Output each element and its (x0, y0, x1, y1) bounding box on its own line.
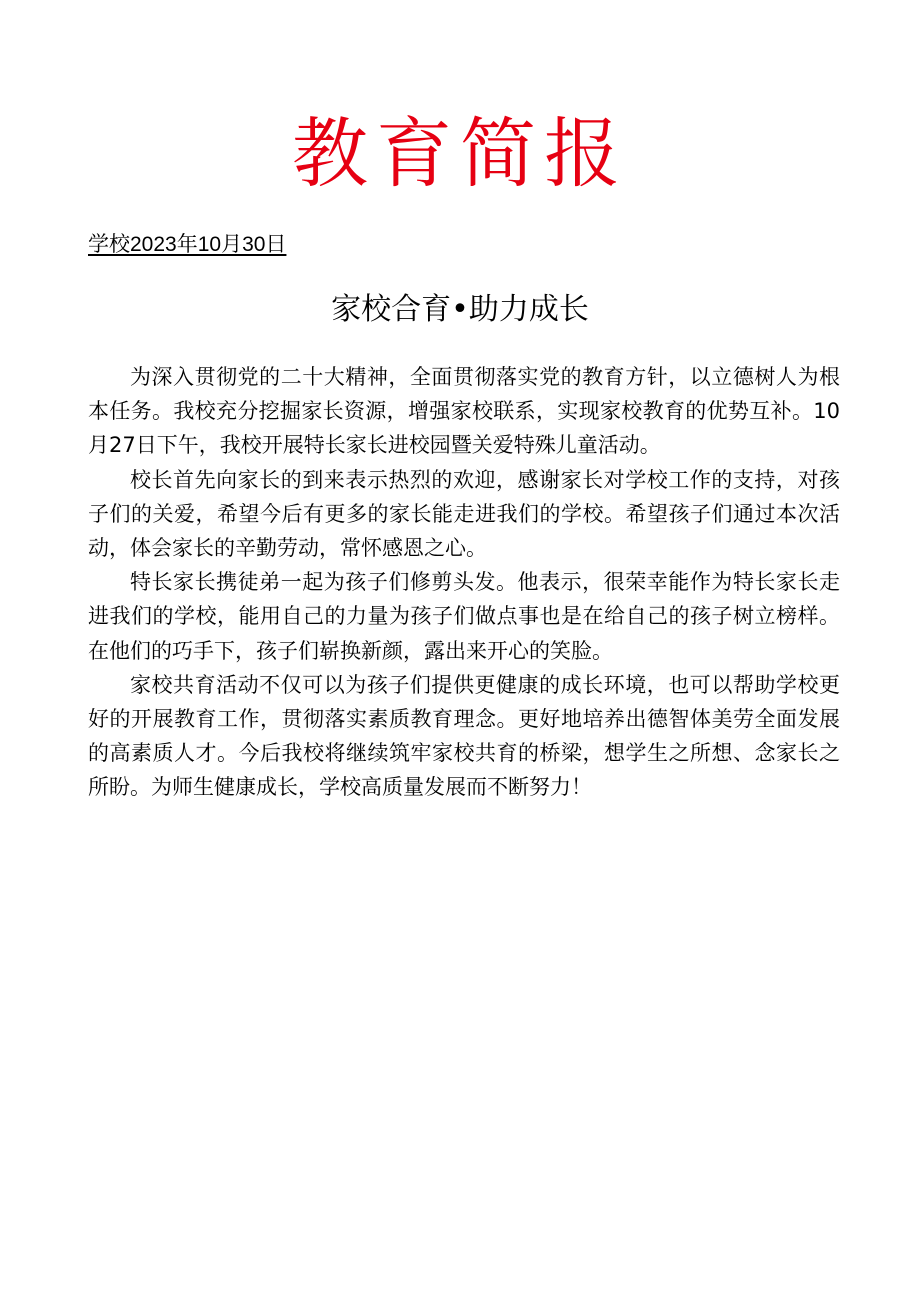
article-paragraph: 特长家长携徒弟一起为孩子们修剪头发。他表示，很荣幸能作为特长家长走进我们的学校，能用自己的力量为孩子们做点事也是在给自己的孩子树立榜样。在他们的巧手下，孩子们崭换新颜，露出来开心的笑脸。 (88, 570, 840, 663)
article-paragraph: 为深入贯彻党的二十大精神，全面贯彻落实党的教育方针，以立德树人为根本任务。我校充分挖掘家长资源，增强家校联系，实现家校教育的优势互补。10月27日下午，我校开展特长家长进校园暨关爱特殊儿童活动。 (88, 365, 840, 458)
article-paragraph: 校长首先向家长的到来表示热烈的欢迎，感谢家长对学校工作的支持，对孩子们的关爱，希望今后有更多的家长能走进我们的学校。希望孩子们通过本次活动，体会家长的辛勤劳动，常怀感恩之心。 (88, 467, 840, 561)
newsletter-masthead: 教育简报 (292, 109, 628, 198)
dateline: 学校2023年10月30日 (88, 233, 287, 256)
article-paragraph: 家校共育活动不仅可以为孩子们提供更健康的成长环境，也可以帮助学校更好的开展教育工作，贯彻落实素质教育理念。更好地培养出德智体美劳全面发展的高素质人才。今后我校将继续筑牢家校共育的桥梁，想学生之所想、念家长之所盼。为师生健康成长，学校高质量发展而不断努力！ (88, 672, 840, 800)
article-headline: 家校合育•助力成长 (331, 292, 589, 327)
article-body (88, 360, 840, 805)
